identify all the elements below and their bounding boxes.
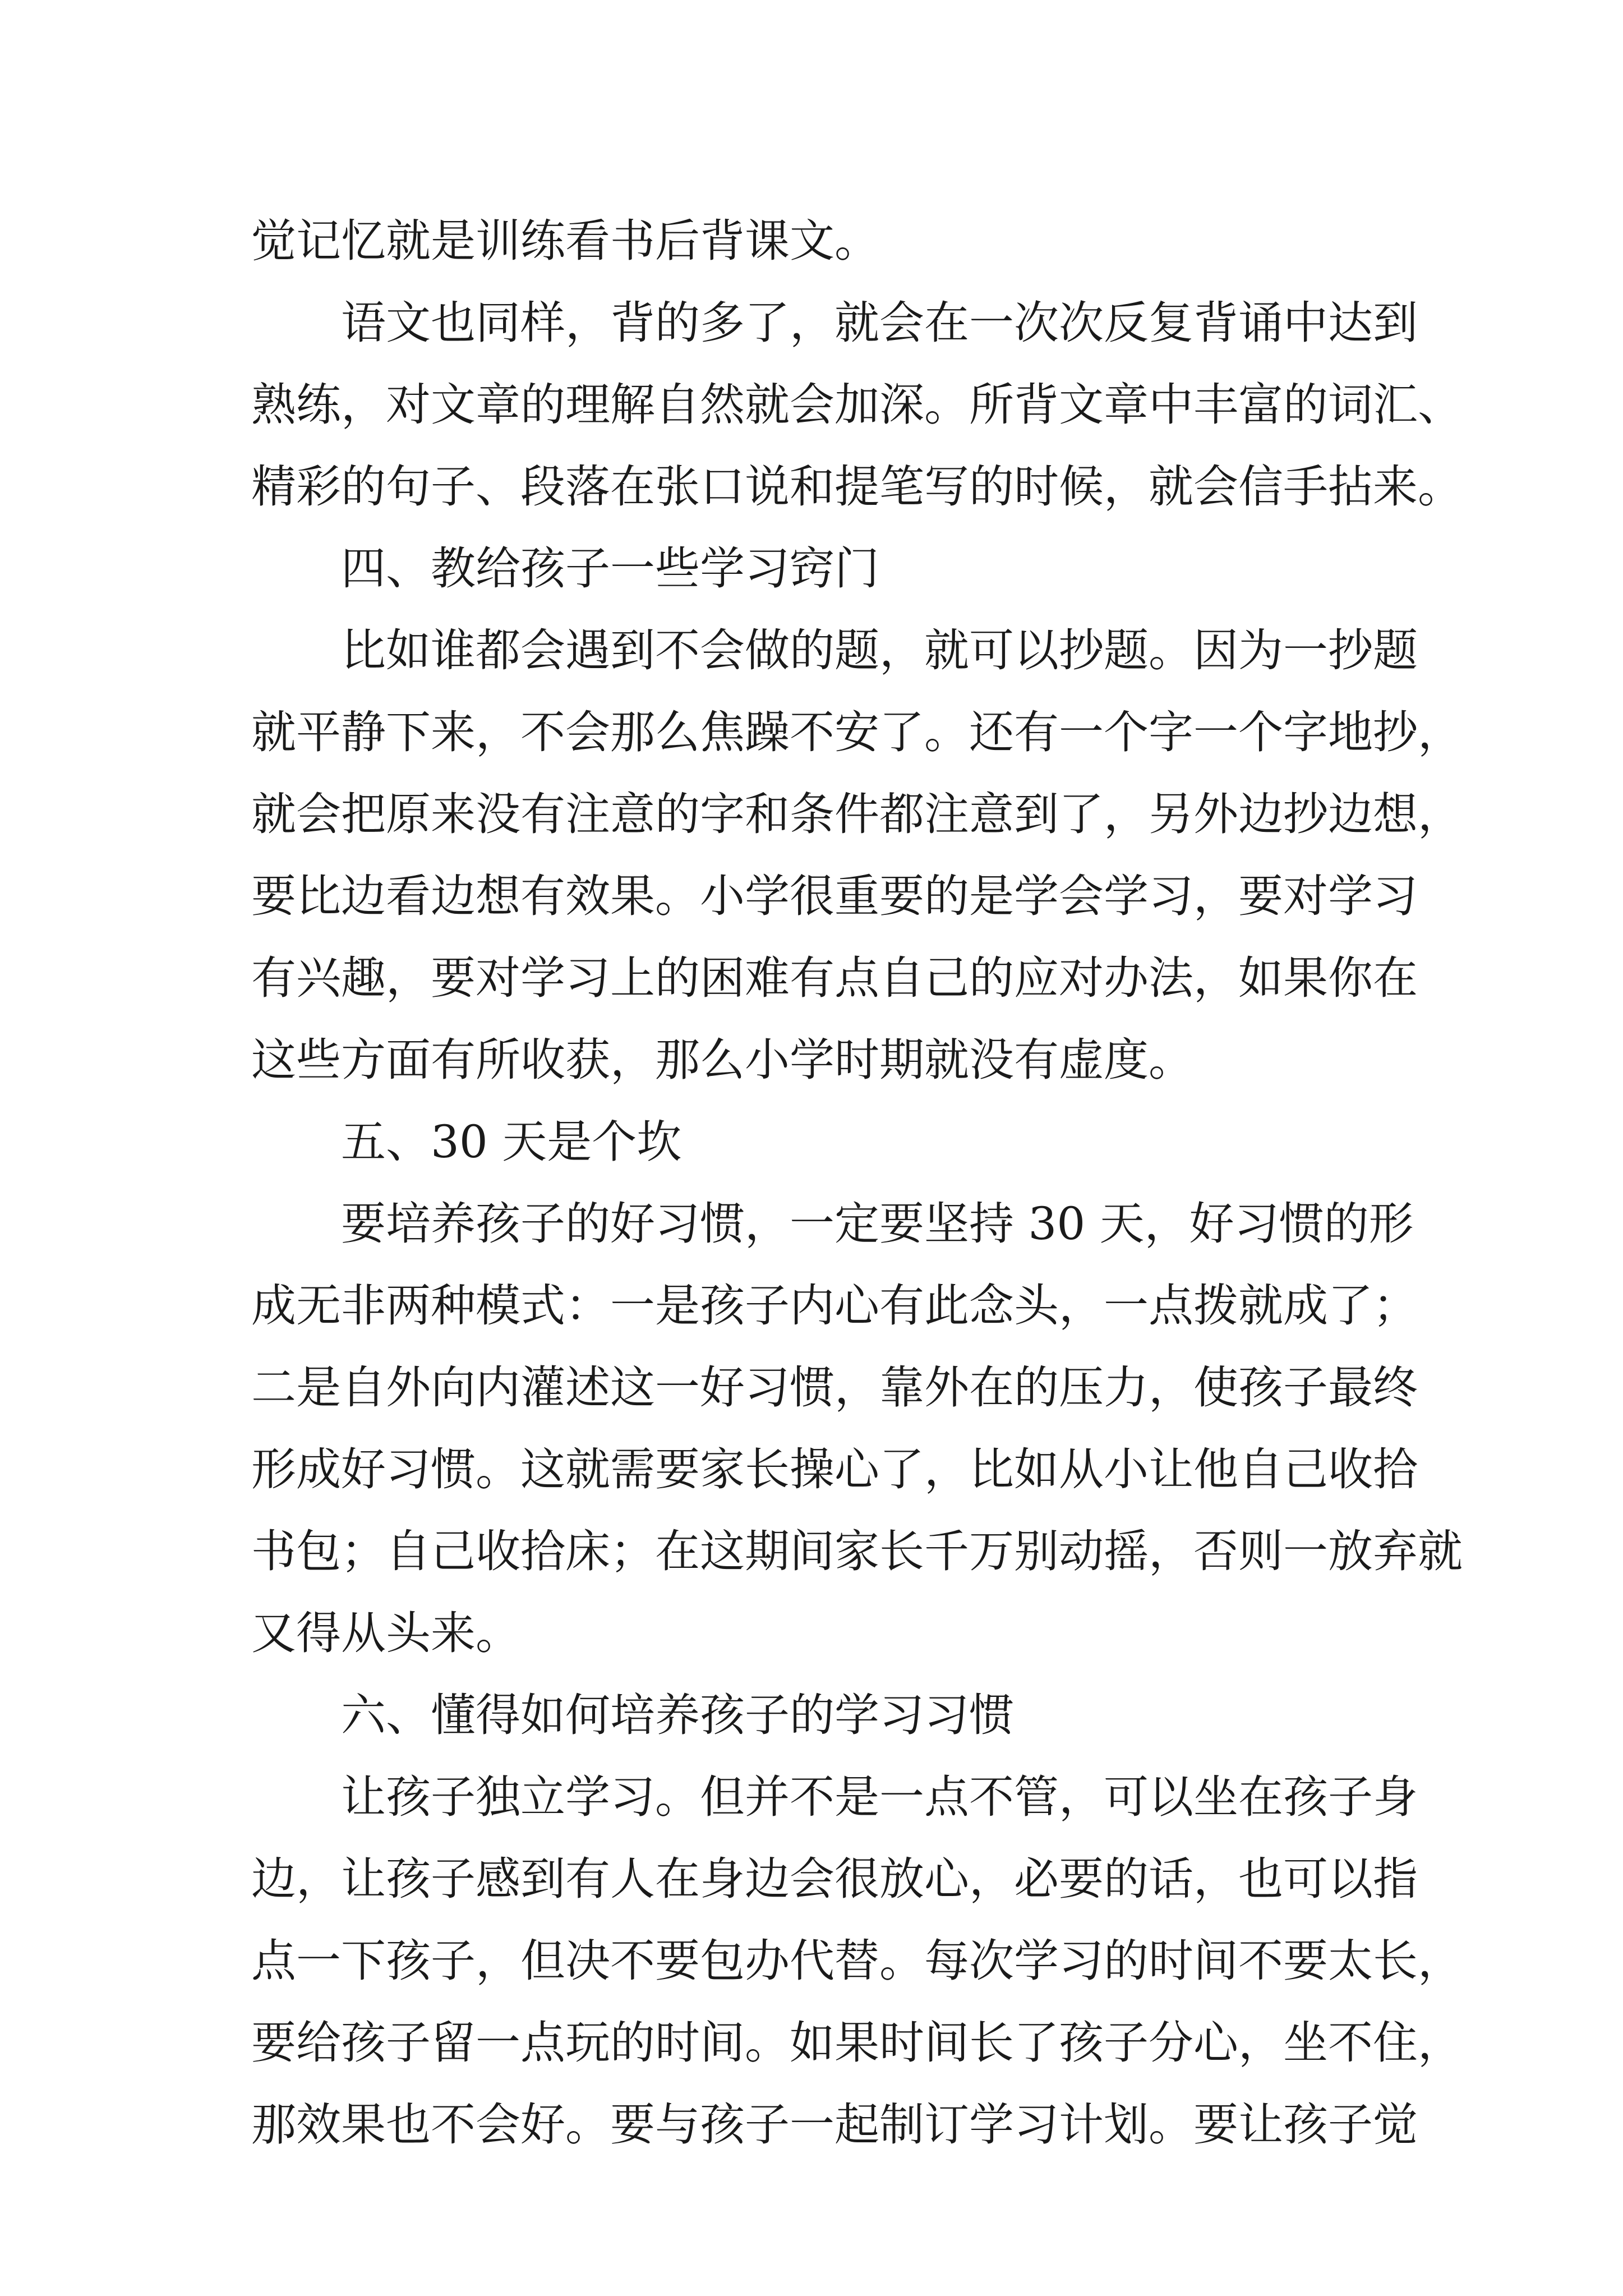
- text-line: 要比边看边想有效果。小学很重要的是学会学习，要对学习: [251, 870, 1418, 922]
- text-line: 要培养孩子的好习惯，一定要坚持 30 天，好习惯的形: [341, 1198, 1414, 1250]
- text-line: 形成好习惯。这就需要家长操心了，比如从小让他自己收拾: [251, 1443, 1418, 1496]
- section-heading: 六、懂得如何培养孩子的学习习惯: [341, 1689, 1014, 1741]
- text-line: 边，让孩子感到有人在身边会很放心，必要的话，也可以指: [251, 1853, 1418, 1905]
- document-body: [251, 200, 1463, 2166]
- text-line: 这些方面有所收获，那么小学时期就没有虚度。: [251, 1034, 1193, 1086]
- text-line: 那效果也不会好。要与孩子一起制订学习计划。要让孩子觉: [251, 2099, 1418, 2151]
- section-heading: 五、30 天是个坎: [341, 1116, 682, 1168]
- text-line: 比如谁都会遇到不会做的题，就可以抄题。因为一抄题: [341, 624, 1418, 677]
- text-line: 又得从头来。: [251, 1607, 520, 1659]
- text-line: 点一下孩子，但决不要包办代替。每次学习的时间不要太长，: [251, 1935, 1463, 1987]
- section-heading: 四、教给孩子一些学习窍门: [341, 542, 879, 595]
- text-line: 让孩子独立学习。但并不是一点不管，可以坐在孩子身: [341, 1771, 1418, 1823]
- text-line: 二是自外向内灌述这一好习惯，靠外在的压力，使孩子最终: [251, 1361, 1418, 1414]
- text-line: 书包；自己收拾床；在这期间家长千万别动摇，否则一放弃就: [251, 1525, 1463, 1577]
- text-line: 有兴趣，要对学习上的困难有点自己的应对办法，如果你在: [251, 952, 1418, 1004]
- text-line: 要给孩子留一点玩的时间。如果时间长了孩子分心，坐不住，: [251, 2017, 1463, 2069]
- text-line: 熟练，对文章的理解自然就会加深。所背文章中丰富的词汇、: [251, 379, 1463, 431]
- text-line: 精彩的句子、段落在张口说和提笔写的时候，就会信手拈来。: [251, 461, 1463, 513]
- text-line: 就会把原来没有注意的字和条件都注意到了，另外边抄边想，: [251, 788, 1463, 840]
- text-line: 就平静下来，不会那么焦躁不安了。还有一个字一个字地抄，: [251, 706, 1463, 758]
- text-line: 成无非两种模式：一是孩子内心有此念头，一点拨就成了；: [251, 1280, 1418, 1332]
- text-line: 语文也同样，背的多了，就会在一次次反复背诵中达到: [341, 297, 1418, 349]
- text-line: 觉记忆就是训练看书后背课文。: [251, 215, 879, 267]
